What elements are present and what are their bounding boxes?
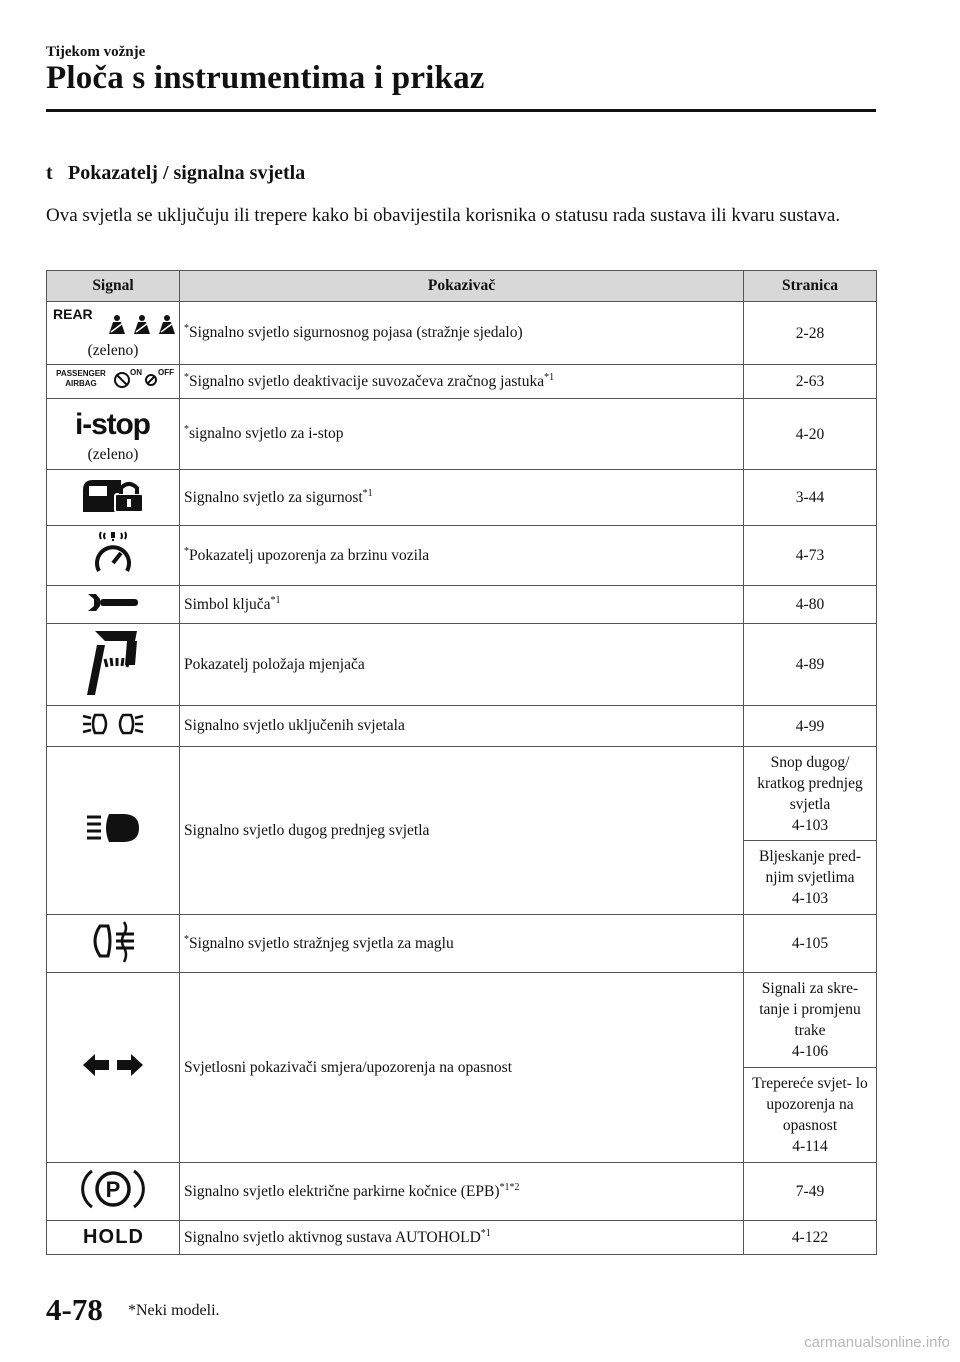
asterisk-mark: * xyxy=(184,371,189,383)
svg-text:OFF: OFF xyxy=(158,368,174,377)
indicator-text: Signalno svjetlo aktivnog sustava AUTOHOLD xyxy=(184,1229,481,1247)
page-cell: 2-63 xyxy=(744,365,877,399)
page-cell xyxy=(744,1068,877,1163)
lights-on-icon xyxy=(81,711,145,737)
asterisk-mark: * xyxy=(184,323,189,335)
page-cell: 4-80 xyxy=(744,586,877,624)
footnote-mark: *1 xyxy=(362,487,373,499)
page-number: 4-78 xyxy=(46,1292,103,1327)
svg-text:PASSENGER: PASSENGER xyxy=(56,369,106,378)
passenger-airbag-icon xyxy=(51,366,175,392)
indicator-cell xyxy=(180,399,744,470)
footnote-mark: *1*2 xyxy=(499,1181,520,1193)
turn-signal-icon xyxy=(81,1052,145,1078)
asterisk-mark: * xyxy=(184,424,189,436)
page-cell: 4-20 xyxy=(744,399,877,470)
signal-cell xyxy=(47,526,180,586)
page-subject: Signali za skre- tanje i promjenu trake xyxy=(759,980,861,1039)
signals-table xyxy=(46,270,877,1255)
shift-position-icon xyxy=(83,627,143,697)
page-subject: Trepereće svjet- lo upozorenja na opasnost xyxy=(752,1075,868,1134)
indicator-cell xyxy=(180,526,744,586)
page-cell: 4-122 xyxy=(744,1221,877,1255)
signal-cell xyxy=(47,586,180,624)
page-cell: 2-28 xyxy=(744,302,877,365)
table-header-row xyxy=(47,271,877,302)
indicator-cell xyxy=(180,1163,744,1221)
table-row xyxy=(47,747,877,841)
table-row xyxy=(47,365,877,399)
indicator-cell xyxy=(180,365,744,399)
signal-cell xyxy=(47,365,180,399)
signal-cell xyxy=(47,747,180,915)
signal-cell xyxy=(47,973,180,1163)
page-number: 4-106 xyxy=(791,1043,829,1060)
table-row xyxy=(47,973,877,1068)
i-stop-icon xyxy=(73,404,153,440)
indicator-cell xyxy=(180,624,744,706)
indicator-text: Signalno svjetlo za sigurnost xyxy=(184,489,363,507)
col-header-page: Stranica xyxy=(744,271,877,302)
page-number: 4-103 xyxy=(791,890,829,907)
signal-cell xyxy=(47,1221,180,1255)
page-cell: 3-44 xyxy=(744,470,877,526)
indicator-text: Signalno svjetlo uključenih svjetala xyxy=(184,717,405,735)
footnote-mark: *1 xyxy=(544,371,555,383)
page-subject: Snop dugog/ kratkog prednjeg svjetla xyxy=(757,753,863,813)
signal-cell xyxy=(47,399,180,470)
indicator-cell xyxy=(180,973,744,1163)
indicator-text: Signalno svjetlo sigurnosnog pojasa (stražnje sjedalo) xyxy=(189,324,523,342)
indicator-text: Signalno svjetlo dugog prednjeg svjetla xyxy=(184,822,430,840)
signal-cell xyxy=(47,624,180,706)
page-cell xyxy=(744,973,877,1068)
asterisk-mark: * xyxy=(184,545,189,557)
page-cell: 4-73 xyxy=(744,526,877,586)
signal-cell xyxy=(47,470,180,526)
parking-brake-letter: P xyxy=(105,1177,121,1202)
indicator-text: Signalno svjetlo stražnjeg svjetla za maglu xyxy=(189,935,454,953)
table-row xyxy=(47,526,877,586)
speed-warning-icon xyxy=(93,531,133,575)
svg-text:AIRBAG: AIRBAG xyxy=(65,379,97,388)
page-cell xyxy=(744,747,877,841)
signal-cell xyxy=(47,915,180,973)
page-cell: 4-89 xyxy=(744,624,877,706)
autohold-icon xyxy=(81,1223,145,1247)
indicator-text: Svjetlosni pokazivači smjera/upozorenja na opasnost xyxy=(184,1059,512,1077)
rear-fog-icon xyxy=(86,918,140,964)
rear-seatbelt-icon xyxy=(51,306,175,336)
table-row xyxy=(47,302,877,365)
indicator-text: Signalno svjetlo električne parkirne kočnice (EPB) xyxy=(184,1183,500,1201)
col-header-indicator: Pokazivač xyxy=(180,271,744,302)
indicator-cell xyxy=(180,302,744,365)
section-label: Tijekom vožnje xyxy=(46,44,146,60)
parking-brake-icon xyxy=(80,1166,146,1212)
footnote-models: *Neki modeli. xyxy=(128,1302,220,1319)
page-cell xyxy=(744,841,877,915)
table-row xyxy=(47,624,877,706)
indicator-cell xyxy=(180,586,744,624)
signal-color-note: (zeleno) xyxy=(87,446,139,463)
indicator-cell xyxy=(180,1221,744,1255)
page-cell: 4-99 xyxy=(744,706,877,747)
indicator-text: Pokazatelj upozorenja za brzinu vozila xyxy=(189,547,430,565)
page-subject: Bljeskanje pred- njim svjetlima xyxy=(758,848,861,886)
footnote-mark: *1 xyxy=(270,594,281,606)
security-lock-icon xyxy=(81,476,145,514)
high-beam-icon xyxy=(85,811,141,845)
table-row xyxy=(47,586,877,624)
page-cell: 7-49 xyxy=(744,1163,877,1221)
indicator-text: Signalno svjetlo deaktivacije suvozačeva zračnog jastuka xyxy=(189,373,545,391)
section-marker: t xyxy=(46,162,53,184)
table-row xyxy=(47,470,877,526)
indicator-cell xyxy=(180,747,744,915)
indicator-cell xyxy=(180,706,744,747)
indicator-cell xyxy=(180,470,744,526)
page-title: Ploča s instrumentima i prikaz xyxy=(46,60,485,96)
autohold-text: HOLD xyxy=(83,1226,143,1247)
header-rule xyxy=(46,109,876,112)
col-header-signal: Signal xyxy=(47,271,180,302)
watermark: carmanualsonline.info xyxy=(804,1334,950,1351)
i-stop-text: i-stop xyxy=(75,408,151,440)
indicator-text: Simbol ključa xyxy=(184,596,271,614)
indicator-text: signalno svjetlo za i-stop xyxy=(189,425,344,443)
table-row xyxy=(47,399,877,470)
signal-color-note: (zeleno) xyxy=(87,342,139,359)
rear-icon-text: REAR xyxy=(53,306,93,322)
section-heading xyxy=(46,162,305,185)
wrench-icon xyxy=(86,590,140,614)
signal-cell xyxy=(47,302,180,365)
table-row xyxy=(47,1221,877,1255)
signal-cell xyxy=(47,706,180,747)
table-row xyxy=(47,706,877,747)
page-number: 4-103 xyxy=(791,816,829,834)
page-cell: 4-105 xyxy=(744,915,877,973)
page-number: 4-114 xyxy=(792,1138,828,1155)
table-row xyxy=(47,1163,877,1221)
footnote-mark: *1 xyxy=(480,1227,491,1239)
indicator-text: Pokazatelj položaja mjenjača xyxy=(184,656,365,674)
signal-cell xyxy=(47,1163,180,1221)
section-heading-text: Pokazatelj / signalna svjetla xyxy=(68,162,306,184)
asterisk-mark: * xyxy=(184,933,189,945)
table-row xyxy=(47,915,877,973)
intro-paragraph: Ova svjetla se uključuju ili trepere kako bi obavijestila korisnika o statusu rada sustava ili kvaru sustava. xyxy=(46,205,841,226)
svg-text:ON: ON xyxy=(130,368,142,377)
indicator-cell xyxy=(180,915,744,973)
